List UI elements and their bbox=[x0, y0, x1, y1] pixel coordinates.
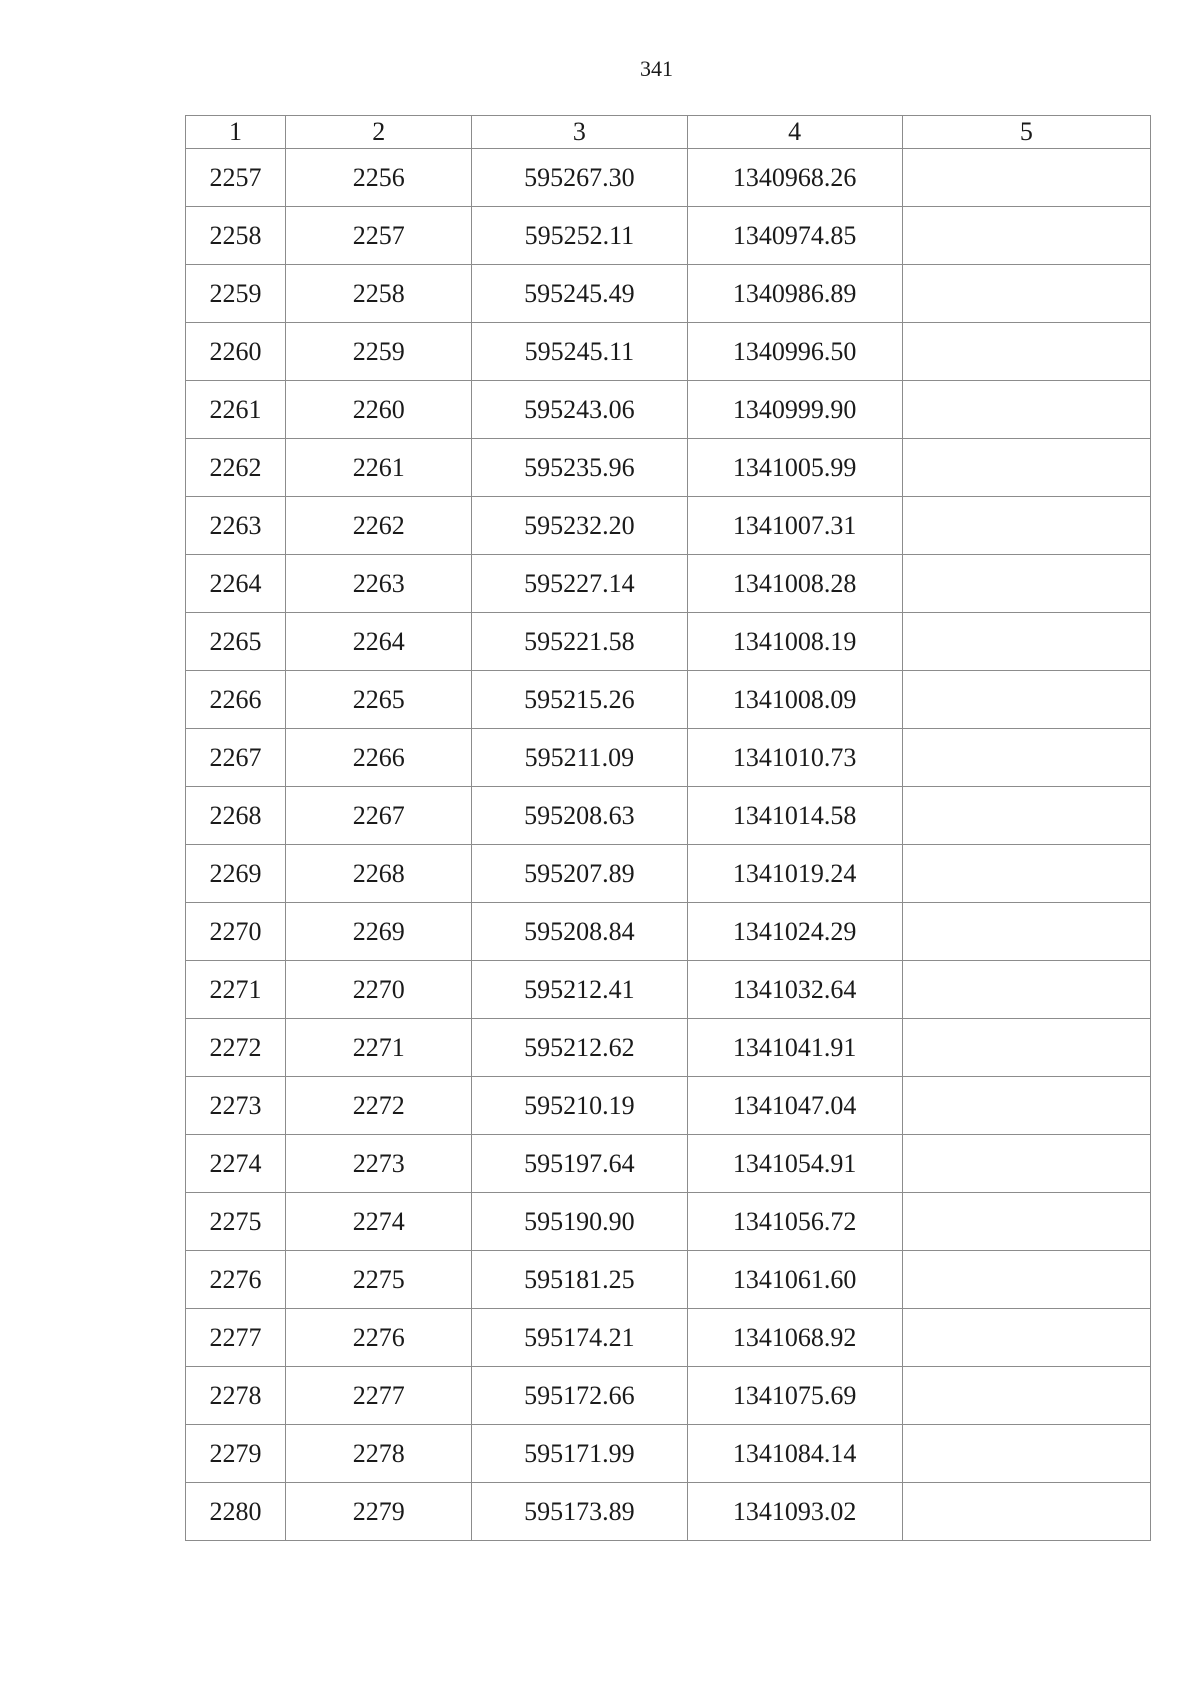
table-cell: 2266 bbox=[286, 729, 472, 787]
table-cell: 595190.90 bbox=[472, 1193, 687, 1251]
table-cell: 595174.21 bbox=[472, 1309, 687, 1367]
table-cell: 595173.89 bbox=[472, 1483, 687, 1541]
table-row bbox=[186, 1367, 1151, 1425]
table-cell: 2265 bbox=[286, 671, 472, 729]
table-cell: 595207.89 bbox=[472, 845, 687, 903]
table-cell: 595235.96 bbox=[472, 439, 687, 497]
table-cell: 595181.25 bbox=[472, 1251, 687, 1309]
table-row bbox=[186, 323, 1151, 381]
table-cell: 2272 bbox=[186, 1019, 286, 1077]
table-cell bbox=[902, 845, 1150, 903]
table-cell: 595172.66 bbox=[472, 1367, 687, 1425]
table-row bbox=[186, 265, 1151, 323]
table-cell: 2275 bbox=[286, 1251, 472, 1309]
table-row bbox=[186, 671, 1151, 729]
table-row bbox=[186, 1483, 1151, 1541]
table-cell: 595171.99 bbox=[472, 1425, 687, 1483]
table-cell: 1341075.69 bbox=[687, 1367, 902, 1425]
table-cell bbox=[902, 1425, 1150, 1483]
column-header: 1 bbox=[186, 116, 286, 149]
table-cell bbox=[902, 149, 1150, 207]
table-cell: 1341008.09 bbox=[687, 671, 902, 729]
table-cell: 2256 bbox=[286, 149, 472, 207]
table-cell bbox=[902, 1077, 1150, 1135]
table-cell bbox=[902, 903, 1150, 961]
table-cell: 2273 bbox=[286, 1135, 472, 1193]
table-cell bbox=[902, 323, 1150, 381]
table-cell: 2272 bbox=[286, 1077, 472, 1135]
table-cell: 1340999.90 bbox=[687, 381, 902, 439]
table-cell: 2275 bbox=[186, 1193, 286, 1251]
table-cell: 2279 bbox=[286, 1483, 472, 1541]
table-header bbox=[186, 116, 1151, 149]
table-cell bbox=[902, 497, 1150, 555]
table-cell: 595211.09 bbox=[472, 729, 687, 787]
table-cell bbox=[902, 555, 1150, 613]
table-cell bbox=[902, 439, 1150, 497]
table-cell: 2258 bbox=[286, 265, 472, 323]
table-cell: 2260 bbox=[186, 323, 286, 381]
table-cell: 2271 bbox=[186, 961, 286, 1019]
table-cell: 2262 bbox=[286, 497, 472, 555]
table-cell: 2260 bbox=[286, 381, 472, 439]
table-cell bbox=[902, 787, 1150, 845]
table-cell: 2263 bbox=[186, 497, 286, 555]
table-cell: 1340996.50 bbox=[687, 323, 902, 381]
table-cell bbox=[902, 1367, 1150, 1425]
table-row bbox=[186, 1251, 1151, 1309]
table-row bbox=[186, 1019, 1151, 1077]
table-cell: 1341019.24 bbox=[687, 845, 902, 903]
table-row bbox=[186, 903, 1151, 961]
table-cell: 595243.06 bbox=[472, 381, 687, 439]
table-cell: 595210.19 bbox=[472, 1077, 687, 1135]
table-cell: 595245.11 bbox=[472, 323, 687, 381]
table-cell: 2276 bbox=[186, 1251, 286, 1309]
table-cell: 2274 bbox=[286, 1193, 472, 1251]
table-cell: 2270 bbox=[186, 903, 286, 961]
coordinates-table bbox=[185, 115, 1151, 1541]
column-header: 2 bbox=[286, 116, 472, 149]
table-cell: 1341084.14 bbox=[687, 1425, 902, 1483]
table-cell: 2269 bbox=[286, 903, 472, 961]
table-cell bbox=[902, 613, 1150, 671]
column-header: 4 bbox=[687, 116, 902, 149]
table-cell: 2270 bbox=[286, 961, 472, 1019]
table-cell: 2264 bbox=[286, 613, 472, 671]
table-cell: 1340986.89 bbox=[687, 265, 902, 323]
table-cell: 595208.63 bbox=[472, 787, 687, 845]
table-row bbox=[186, 1193, 1151, 1251]
table-cell: 595212.41 bbox=[472, 961, 687, 1019]
table-cell: 2276 bbox=[286, 1309, 472, 1367]
column-header: 5 bbox=[902, 116, 1150, 149]
table-cell: 2266 bbox=[186, 671, 286, 729]
table-cell bbox=[902, 1135, 1150, 1193]
table-row bbox=[186, 555, 1151, 613]
table-cell: 1341054.91 bbox=[687, 1135, 902, 1193]
table-cell: 595267.30 bbox=[472, 149, 687, 207]
table-cell: 1341008.19 bbox=[687, 613, 902, 671]
table-cell: 1341041.91 bbox=[687, 1019, 902, 1077]
table-cell bbox=[902, 961, 1150, 1019]
table-cell bbox=[902, 729, 1150, 787]
table-cell: 2258 bbox=[186, 207, 286, 265]
table-cell: 2271 bbox=[286, 1019, 472, 1077]
table-cell bbox=[902, 1483, 1150, 1541]
table-cell: 2280 bbox=[186, 1483, 286, 1541]
table-cell bbox=[902, 1251, 1150, 1309]
table-cell bbox=[902, 1019, 1150, 1077]
table-cell: 1341061.60 bbox=[687, 1251, 902, 1309]
table-cell: 1341024.29 bbox=[687, 903, 902, 961]
table-cell: 2257 bbox=[286, 207, 472, 265]
table-cell: 2259 bbox=[186, 265, 286, 323]
table-cell: 1341008.28 bbox=[687, 555, 902, 613]
table-row bbox=[186, 207, 1151, 265]
table-cell: 2261 bbox=[286, 439, 472, 497]
table-cell: 595212.62 bbox=[472, 1019, 687, 1077]
table-cell: 1341005.99 bbox=[687, 439, 902, 497]
table-cell: 1341007.31 bbox=[687, 497, 902, 555]
table-cell: 595208.84 bbox=[472, 903, 687, 961]
table-cell: 2257 bbox=[186, 149, 286, 207]
column-header: 3 bbox=[472, 116, 687, 149]
table-cell: 2261 bbox=[186, 381, 286, 439]
table-cell bbox=[902, 671, 1150, 729]
table-row bbox=[186, 613, 1151, 671]
table-row bbox=[186, 497, 1151, 555]
table-cell: 2264 bbox=[186, 555, 286, 613]
table-cell: 2265 bbox=[186, 613, 286, 671]
table-cell: 2267 bbox=[286, 787, 472, 845]
table-cell: 2268 bbox=[186, 787, 286, 845]
table-cell: 595245.49 bbox=[472, 265, 687, 323]
table-row bbox=[186, 1077, 1151, 1135]
table-cell: 2268 bbox=[286, 845, 472, 903]
table-row bbox=[186, 439, 1151, 497]
table-cell: 1341047.04 bbox=[687, 1077, 902, 1135]
table-cell: 2262 bbox=[186, 439, 286, 497]
table-cell: 2259 bbox=[286, 323, 472, 381]
table-cell: 1341014.58 bbox=[687, 787, 902, 845]
table-cell: 1341032.64 bbox=[687, 961, 902, 1019]
table-cell: 2269 bbox=[186, 845, 286, 903]
table-cell: 2279 bbox=[186, 1425, 286, 1483]
table-row bbox=[186, 381, 1151, 439]
table-row bbox=[186, 729, 1151, 787]
table-cell bbox=[902, 1309, 1150, 1367]
table-cell: 2273 bbox=[186, 1077, 286, 1135]
table-row bbox=[186, 1309, 1151, 1367]
table-cell bbox=[902, 381, 1150, 439]
table-cell: 1340968.26 bbox=[687, 149, 902, 207]
table-cell: 595252.11 bbox=[472, 207, 687, 265]
table-cell: 2278 bbox=[286, 1425, 472, 1483]
table-row bbox=[186, 1135, 1151, 1193]
page-number: 341 bbox=[640, 56, 673, 81]
table-cell: 2263 bbox=[286, 555, 472, 613]
table-body bbox=[186, 149, 1151, 1541]
table-row bbox=[186, 787, 1151, 845]
table-cell bbox=[902, 207, 1150, 265]
table-cell: 2274 bbox=[186, 1135, 286, 1193]
table-cell: 595221.58 bbox=[472, 613, 687, 671]
table-row bbox=[186, 961, 1151, 1019]
table-cell: 1341056.72 bbox=[687, 1193, 902, 1251]
table-cell: 595197.64 bbox=[472, 1135, 687, 1193]
table-cell: 2267 bbox=[186, 729, 286, 787]
table-cell: 2278 bbox=[186, 1367, 286, 1425]
table-cell bbox=[902, 1193, 1150, 1251]
table-cell: 595227.14 bbox=[472, 555, 687, 613]
table-cell: 1340974.85 bbox=[687, 207, 902, 265]
table-cell: 1341010.73 bbox=[687, 729, 902, 787]
table-cell: 595232.20 bbox=[472, 497, 687, 555]
table-cell: 2277 bbox=[186, 1309, 286, 1367]
table-row bbox=[186, 845, 1151, 903]
table-cell: 1341093.02 bbox=[687, 1483, 902, 1541]
table-row bbox=[186, 149, 1151, 207]
table-cell bbox=[902, 265, 1150, 323]
table-header-row bbox=[186, 116, 1151, 149]
table-cell: 2277 bbox=[286, 1367, 472, 1425]
table-cell: 1341068.92 bbox=[687, 1309, 902, 1367]
table-cell: 595215.26 bbox=[472, 671, 687, 729]
table-row bbox=[186, 1425, 1151, 1483]
